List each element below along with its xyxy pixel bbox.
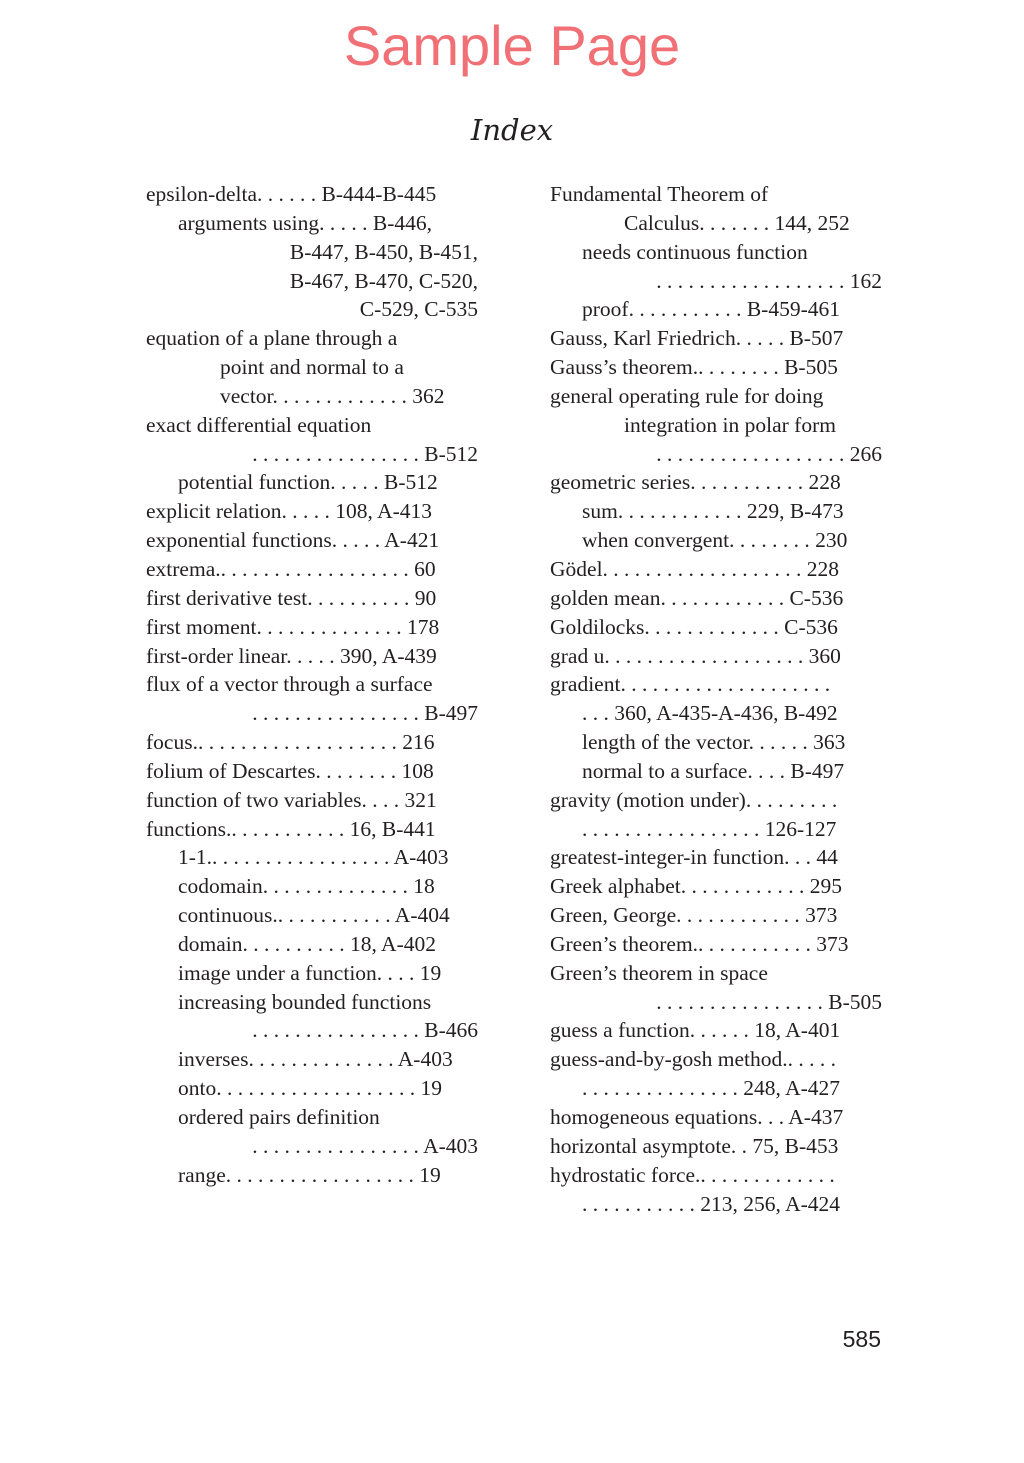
index-entry: Gauss, Karl Friedrich. . . . . B-507	[550, 326, 844, 351]
index-subentry: codomain. . . . . . . . . . . . . . 18	[178, 874, 435, 899]
index-entry: focus.. . . . . . . . . . . . . . . . . . . 216	[146, 730, 435, 755]
index-subentry: increasing bounded functions	[178, 989, 432, 1014]
index-entry: golden mean. . . . . . . . . . . . C-536	[550, 585, 844, 610]
index-entry: Goldilocks. . . . . . . . . . . . . C-536	[550, 614, 838, 639]
index-entry: general operating rule for doing	[550, 383, 824, 408]
index-column-left	[146, 180, 478, 1190]
index-column-right	[550, 180, 882, 1218]
index-entry: geometric series. . . . . . . . . . . 228	[550, 470, 841, 495]
index-heading: Index	[470, 113, 554, 147]
index-entry: Gauss’s theorem.. . . . . . . . B-505	[550, 355, 838, 380]
index-entry-continuation: . . . . . . . . . . . . . . . . B-497	[252, 701, 478, 726]
index-subentry: onto. . . . . . . . . . . . . . . . . . . 19	[178, 1076, 442, 1101]
index-subentry: arguments using. . . . . B-446,	[178, 210, 433, 235]
index-entry: explicit relation. . . . . 108, A-413	[146, 499, 433, 524]
index-entry: gravity (motion under). . . . . . . . .	[550, 787, 838, 812]
index-entry: Green’s theorem.. . . . . . . . . . . 373	[550, 931, 849, 956]
index-entry-continuation: . . . . . . . . . . . . . . . . B-505	[656, 989, 882, 1014]
sample-page-watermark: Sample Page	[343, 14, 681, 77]
index-subentry: image under a function. . . . 19	[178, 960, 442, 985]
index-entry: gradient. . . . . . . . . . . . . . . . . . . .	[550, 672, 831, 697]
index-entry-continuation: point and normal to a	[220, 355, 404, 380]
index-entry-continuation: . . . . . . . . . . . 213, 256, A-424	[582, 1191, 840, 1216]
index-subentry: normal to a surface. . . . B-497	[582, 758, 845, 783]
index-entry: first-order linear. . . . . 390, A-439	[146, 643, 437, 668]
index-entry: homogeneous equations. . . A-437	[550, 1105, 844, 1129]
index-entry-continuation: integration in polar form	[624, 412, 836, 437]
index-entry: greatest-integer-in function. . . 44	[550, 845, 838, 870]
index-entry-continuation: . . . . . . . . . . . . . . . . B-466	[252, 1018, 478, 1043]
index-entry-continuation: . . . . . . . . . . . . . . . . A-403	[252, 1133, 478, 1158]
page-number: 585	[842, 1326, 881, 1352]
index-entry: exponential functions. . . . . A-421	[146, 528, 440, 553]
index-subentry: ordered pairs definition	[178, 1105, 380, 1129]
index-entry: Gödel. . . . . . . . . . . . . . . . . . . 228	[550, 556, 840, 581]
index-subentry: range. . . . . . . . . . . . . . . . . . 19	[178, 1162, 441, 1187]
index-subentry: 1-1.. . . . . . . . . . . . . . . . . A-403	[178, 845, 449, 870]
index-entry-continuation: B-467, B-470, C-520,	[289, 268, 478, 293]
index-subentry: sum. . . . . . . . . . . . 229, B-473	[582, 499, 844, 524]
index-entry: functions.. . . . . . . . . . . 16, B-441	[146, 816, 436, 841]
index-entry: extrema.. . . . . . . . . . . . . . . . . . 60	[146, 556, 436, 581]
index-entry-continuation: C-529, C-535	[359, 297, 478, 322]
index-entry: guess a function. . . . . . 18, A-401	[550, 1018, 841, 1043]
index-entry-continuation: . . . . . . . . . . . . . . . . B-512	[252, 441, 478, 466]
index-subentry: when convergent. . . . . . . . 230	[582, 528, 848, 553]
index-entry: hydrostatic force.. . . . . . . . . . . . .	[550, 1162, 835, 1187]
index-entry: grad u. . . . . . . . . . . . . . . . . . . 360	[550, 643, 841, 668]
index-entry: Green, George. . . . . . . . . . . . 373	[550, 903, 838, 928]
index-entry: exact differential equation	[146, 412, 372, 437]
index-entry: first derivative test. . . . . . . . . . 90	[146, 585, 437, 610]
index-subentry: continuous.. . . . . . . . . . . A-404	[178, 903, 450, 928]
index-entry-continuation: B-447, B-450, B-451,	[289, 239, 478, 264]
index-entry: horizontal asymptote. . 75, B-453	[550, 1133, 839, 1158]
index-entry: equation of a plane through a	[146, 326, 398, 351]
index-entry: flux of a vector through a surface	[146, 672, 433, 697]
index-entry-continuation: . . . . . . . . . . . . . . . 248, A-427	[582, 1076, 840, 1101]
index-entry-continuation: . . . 360, A-435-A-436, B-492	[582, 701, 838, 726]
index-entry: Green’s theorem in space	[550, 960, 768, 985]
index-subentry: inverses. . . . . . . . . . . . . . A-403	[178, 1047, 453, 1072]
index-subentry: potential function. . . . . B-512	[178, 470, 438, 495]
index-entry-continuation: vector. . . . . . . . . . . . . 362	[220, 383, 445, 408]
index-entry-continuation: . . . . . . . . . . . . . . . . . . 162	[656, 268, 882, 293]
index-subentry: needs continuous function	[582, 239, 808, 264]
index-entry: folium of Descartes. . . . . . . . 108	[146, 758, 434, 783]
index-subentry: domain. . . . . . . . . . 18, A-402	[178, 931, 436, 956]
index-entry: first moment. . . . . . . . . . . . . . 178	[146, 614, 440, 639]
index-entry-continuation: Calculus. . . . . . . 144, 252	[624, 210, 850, 235]
index-entry-continuation: . . . . . . . . . . . . . . . . . 126-127	[582, 816, 837, 841]
index-entry: guess-and-by-gosh method.. . . . .	[550, 1047, 837, 1072]
index-subentry: length of the vector. . . . . . 363	[582, 730, 846, 755]
index-subentry: proof. . . . . . . . . . . B-459-461	[582, 297, 840, 322]
index-entry: Fundamental Theorem of	[550, 182, 769, 206]
index-entry: function of two variables. . . . 321	[146, 787, 437, 812]
index-entry-continuation: . . . . . . . . . . . . . . . . . . 266	[656, 441, 882, 466]
index-entry: Greek alphabet. . . . . . . . . . . . 295	[550, 874, 842, 899]
index-entry: epsilon-delta. . . . . . B-444-B-445	[146, 182, 437, 206]
